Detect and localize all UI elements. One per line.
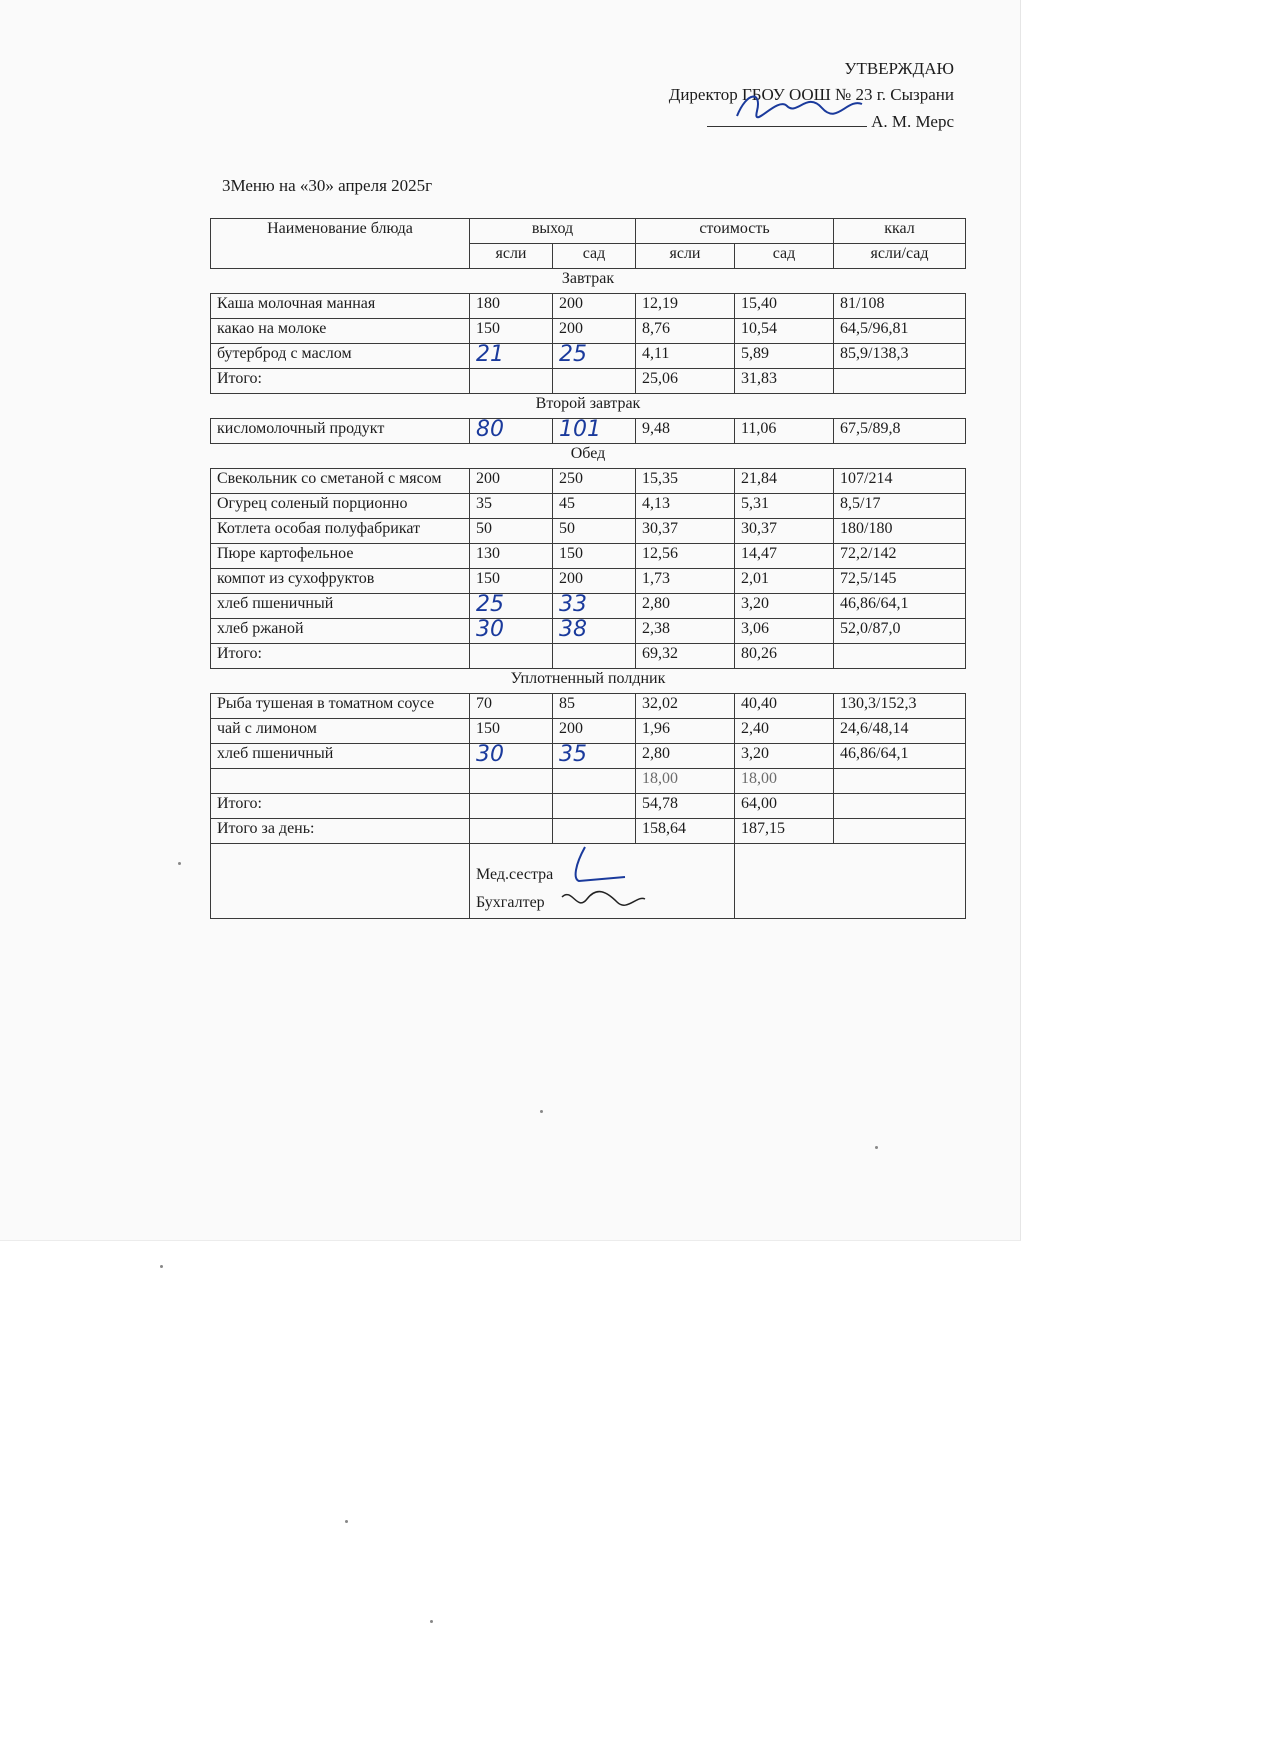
kcal-cell: 67,5/89,8 [834, 419, 966, 444]
yield-nursery-cell: 35 [470, 494, 553, 519]
section-row [211, 394, 966, 419]
scan-speck [875, 1146, 878, 1149]
yield-garden-cell: 200 [553, 719, 636, 744]
cost-garden-cell: 3,20 [735, 744, 834, 769]
approval-block [669, 56, 954, 135]
kcal-cell [834, 794, 966, 819]
nurse-label: Мед.сестра [476, 866, 554, 883]
cost-garden-cell: 30,37 [735, 519, 834, 544]
footer-empty [735, 844, 966, 887]
yield-nursery-cell [470, 819, 553, 844]
yield-nursery-cell: 50 [470, 519, 553, 544]
kcal-cell: 46,86/64,1 [834, 744, 966, 769]
scan-speck [345, 1520, 348, 1523]
yield-garden-cell [553, 644, 636, 669]
cost-garden-cell: 21,84 [735, 469, 834, 494]
dish-name-cell: хлеб пшеничный [211, 594, 470, 619]
yield-nursery-cell [470, 644, 553, 669]
section-row [211, 669, 966, 694]
footer-empty [735, 886, 966, 919]
footer-accountant-cell [470, 886, 735, 919]
cost-nursery-cell: 12,56 [636, 544, 735, 569]
table-row [211, 769, 966, 794]
table-row [211, 569, 966, 594]
subheader-garden: сад [553, 244, 636, 269]
cost-nursery-cell: 2,80 [636, 594, 735, 619]
cost-garden-cell: 10,54 [735, 319, 834, 344]
kcal-cell [834, 644, 966, 669]
dish-name-cell: Итого за день: [211, 819, 470, 844]
yield-nursery-cell: 25 [470, 594, 553, 619]
dish-name-cell: Свекольник со сметаной с мясом [211, 469, 470, 494]
dish-name-cell [211, 769, 470, 794]
yield-nursery-cell: 150 [470, 569, 553, 594]
table-row [211, 469, 966, 494]
cost-nursery-cell: 32,02 [636, 694, 735, 719]
scan-speck [540, 1110, 543, 1113]
cost-garden-cell: 2,40 [735, 719, 834, 744]
director-signature-icon [727, 86, 867, 126]
section-title: Второй завтрак [211, 394, 966, 419]
yield-nursery-cell: 200 [470, 469, 553, 494]
footer-nurse-cell [470, 844, 735, 887]
section-title: Завтрак [211, 269, 966, 294]
cost-nursery-cell: 4,13 [636, 494, 735, 519]
table-row [211, 294, 966, 319]
yield-garden-cell [553, 769, 636, 794]
menu-table [210, 218, 966, 919]
cost-garden-cell: 187,15 [735, 819, 834, 844]
dish-name-cell: Итого: [211, 794, 470, 819]
kcal-cell: 52,0/87,0 [834, 619, 966, 644]
kcal-cell: 72,5/145 [834, 569, 966, 594]
dish-name-cell: хлеб ржаной [211, 619, 470, 644]
yield-garden-cell: 150 [553, 544, 636, 569]
dish-name-cell: хлеб пшеничный [211, 744, 470, 769]
yield-nursery-cell [470, 369, 553, 394]
table-row [211, 519, 966, 544]
kcal-cell: 64,5/96,81 [834, 319, 966, 344]
cost-nursery-cell: 8,76 [636, 319, 735, 344]
cost-nursery-cell: 18,00 [636, 769, 735, 794]
table-row [211, 794, 966, 819]
kcal-cell [834, 819, 966, 844]
cost-nursery-cell: 30,37 [636, 519, 735, 544]
cost-garden-cell: 3,20 [735, 594, 834, 619]
cost-garden-cell: 31,83 [735, 369, 834, 394]
section-title: Обед [211, 444, 966, 469]
dish-name-cell: Итого: [211, 369, 470, 394]
cost-nursery-cell: 158,64 [636, 819, 735, 844]
yield-garden-cell [553, 819, 636, 844]
yield-garden-cell: 38 [553, 619, 636, 644]
yield-nursery-cell: 21 [470, 344, 553, 369]
yield-garden-cell: 101 [553, 419, 636, 444]
subheader-garden-cost: сад [735, 244, 834, 269]
subheader-kcal: ясли/сад [834, 244, 966, 269]
cost-nursery-cell: 2,38 [636, 619, 735, 644]
nurse-signature-icon [565, 845, 635, 885]
cost-garden-cell: 14,47 [735, 544, 834, 569]
dish-name-cell: Каша молочная манная [211, 294, 470, 319]
signature-underline [707, 108, 867, 127]
yield-garden-cell [553, 369, 636, 394]
cost-nursery-cell: 54,78 [636, 794, 735, 819]
cost-nursery-cell: 15,35 [636, 469, 735, 494]
cost-nursery-cell: 2,80 [636, 744, 735, 769]
cost-garden-cell: 15,40 [735, 294, 834, 319]
signature-line [669, 108, 954, 135]
footer-row-nurse [211, 844, 966, 887]
kcal-cell: 24,6/48,14 [834, 719, 966, 744]
yield-garden-cell: 25 [553, 344, 636, 369]
cost-nursery-cell: 25,06 [636, 369, 735, 394]
yield-garden-cell: 85 [553, 694, 636, 719]
kcal-cell: 46,86/64,1 [834, 594, 966, 619]
yield-nursery-cell: 130 [470, 544, 553, 569]
yield-nursery-cell [470, 769, 553, 794]
cost-nursery-cell: 1,96 [636, 719, 735, 744]
yield-garden-cell: 200 [553, 569, 636, 594]
dish-name-cell: Рыба тушеная в томатном соусе [211, 694, 470, 719]
signer-name: А. М. Мерс [871, 112, 954, 131]
table-row [211, 319, 966, 344]
table-row [211, 344, 966, 369]
dish-name-cell: бутерброд с маслом [211, 344, 470, 369]
cost-nursery-cell: 12,19 [636, 294, 735, 319]
yield-nursery-cell: 80 [470, 419, 553, 444]
dish-name-cell: чай с лимоном [211, 719, 470, 744]
yield-nursery-cell: 150 [470, 719, 553, 744]
footer-empty [211, 844, 470, 887]
kcal-cell: 85,9/138,3 [834, 344, 966, 369]
subheader-nursery-cost: ясли [636, 244, 735, 269]
kcal-cell: 130,3/152,3 [834, 694, 966, 719]
dish-name-cell: какао на молоке [211, 319, 470, 344]
scan-speck [160, 1265, 163, 1268]
section-row [211, 269, 966, 294]
dish-name-cell: кисломолочный продукт [211, 419, 470, 444]
cost-garden-cell: 11,06 [735, 419, 834, 444]
section-title: Уплотненный полдник [211, 669, 966, 694]
dish-name-cell: Котлета особая полуфабрикат [211, 519, 470, 544]
kcal-cell: 180/180 [834, 519, 966, 544]
yield-nursery-cell [470, 794, 553, 819]
footer-row-accountant [211, 886, 966, 919]
kcal-cell [834, 769, 966, 794]
kcal-cell [834, 369, 966, 394]
yield-garden-cell: 33 [553, 594, 636, 619]
scan-speck [178, 862, 181, 865]
cost-garden-cell: 18,00 [735, 769, 834, 794]
kcal-cell: 72,2/142 [834, 544, 966, 569]
director-title: Директор ГБОУ ООШ № 23 г. Сызрани [668, 85, 954, 104]
dish-name-cell: компот из сухофруктов [211, 569, 470, 594]
table-row [211, 419, 966, 444]
menu-body [211, 269, 966, 844]
table-row [211, 819, 966, 844]
header-cost: стоимость [636, 219, 834, 244]
cost-nursery-cell: 69,32 [636, 644, 735, 669]
header-yield: выход [470, 219, 636, 244]
dish-name-cell: Итого: [211, 644, 470, 669]
cost-garden-cell: 80,26 [735, 644, 834, 669]
table-row [211, 694, 966, 719]
yield-garden-cell: 45 [553, 494, 636, 519]
header-dish: Наименование блюда [211, 219, 470, 269]
kcal-cell: 107/214 [834, 469, 966, 494]
yield-nursery-cell: 30 [470, 744, 553, 769]
subheader-nursery: ясли [470, 244, 553, 269]
scan-speck [430, 1620, 433, 1623]
table-row [211, 644, 966, 669]
yield-garden-cell [553, 794, 636, 819]
yield-garden-cell: 250 [553, 469, 636, 494]
dish-name-cell: Огурец соленый порционно [211, 494, 470, 519]
cost-garden-cell: 5,31 [735, 494, 834, 519]
cost-garden-cell: 64,00 [735, 794, 834, 819]
section-row [211, 444, 966, 469]
menu-title: 3Меню на «30» апреля 2025г [222, 176, 433, 195]
dish-name-cell: Пюре картофельное [211, 544, 470, 569]
table-row [211, 544, 966, 569]
yield-garden-cell: 35 [553, 744, 636, 769]
yield-nursery-cell: 30 [470, 619, 553, 644]
kcal-cell: 81/108 [834, 294, 966, 319]
yield-garden-cell: 50 [553, 519, 636, 544]
yield-garden-cell: 200 [553, 294, 636, 319]
table-row [211, 719, 966, 744]
cost-garden-cell: 40,40 [735, 694, 834, 719]
cost-garden-cell: 5,89 [735, 344, 834, 369]
yield-nursery-cell: 180 [470, 294, 553, 319]
table-row [211, 744, 966, 769]
yield-nursery-cell: 70 [470, 694, 553, 719]
table-header-row [211, 219, 966, 244]
cost-garden-cell: 2,01 [735, 569, 834, 594]
cost-nursery-cell: 4,11 [636, 344, 735, 369]
table-row [211, 494, 966, 519]
cost-nursery-cell: 1,73 [636, 569, 735, 594]
kcal-cell: 8,5/17 [834, 494, 966, 519]
footer-empty [211, 886, 470, 919]
header-kcal: ккал [834, 219, 966, 244]
cost-garden-cell: 3,06 [735, 619, 834, 644]
yield-garden-cell: 200 [553, 319, 636, 344]
accountant-signature-icon [557, 887, 647, 917]
table-row [211, 369, 966, 394]
accountant-label: Бухгалтер [476, 894, 545, 911]
approve-label: УТВЕРЖДАЮ [844, 59, 954, 78]
yield-nursery-cell: 150 [470, 319, 553, 344]
cost-nursery-cell: 9,48 [636, 419, 735, 444]
table-row [211, 619, 966, 644]
table-row [211, 594, 966, 619]
